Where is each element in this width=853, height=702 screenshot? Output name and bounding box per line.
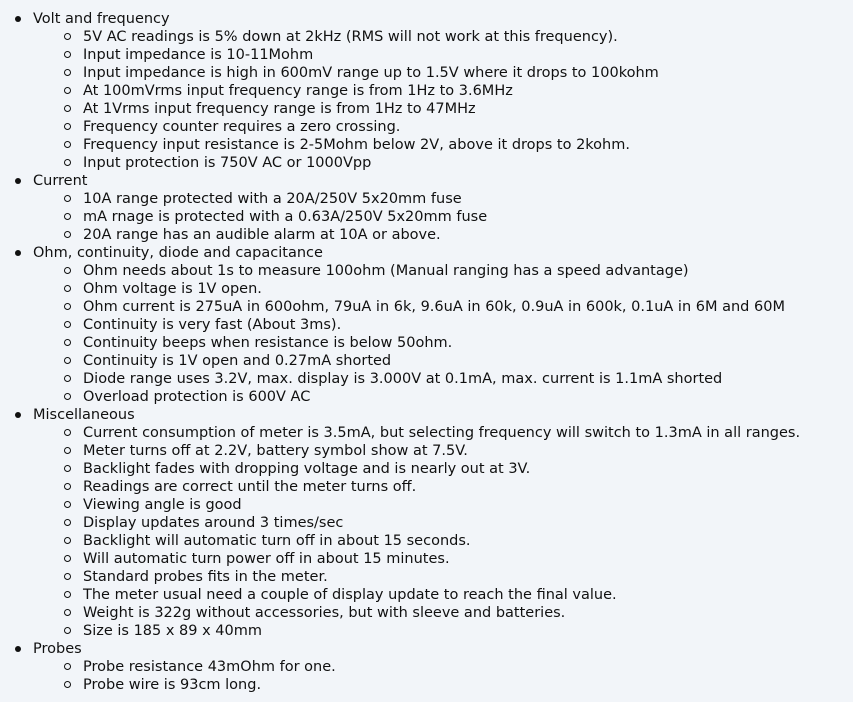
circle-bullet-icon [64,339,71,346]
section-heading [0,172,853,190]
section-title: Current [33,173,88,189]
circle-bullet-icon [64,537,71,544]
list-item-text: Size is 185 x 89 x 40mm [83,623,262,639]
circle-bullet-icon [64,69,71,76]
circle-bullet-icon [64,123,71,130]
section-ohm-continuity-diode-capacitance [0,244,853,406]
section-title: Miscellaneous [33,407,135,423]
list-item [0,460,853,478]
disc-bullet-icon [15,412,21,418]
section-current [0,172,853,244]
list-item [0,136,853,154]
circle-bullet-icon [64,195,71,202]
list-item-text: Overload protection is 600V AC [83,389,311,405]
list-item [0,298,853,316]
list-item-text: mA rnage is protected with a 0.63A/250V 5x20mm fuse [83,209,488,225]
list-item-text: Continuity is very fast (About 3ms). [83,317,342,333]
section-heading [0,406,853,424]
list-item [0,352,853,370]
disc-bullet-icon [15,250,21,256]
list-item [0,532,853,550]
section-heading [0,244,853,262]
circle-bullet-icon [64,105,71,112]
list-item [0,370,853,388]
list-item [0,316,853,334]
list-item [0,586,853,604]
list-item [0,658,853,676]
list-item-text: At 100mVrms input frequency range is from 1Hz to 3.6MHz [83,83,513,99]
list-item [0,676,853,694]
circle-bullet-icon [64,483,71,490]
circle-bullet-icon [64,501,71,508]
list-item-text: Continuity is 1V open and 0.27mA shorted [83,353,392,369]
circle-bullet-icon [64,627,71,634]
circle-bullet-icon [64,303,71,310]
section-title: Volt and frequency [33,11,170,27]
section-title: Ohm, continuity, diode and capacitance [33,245,323,261]
list-item-text: Continuity beeps when resistance is below 50ohm. [83,335,453,351]
circle-bullet-icon [64,609,71,616]
list-item-text: Display updates around 3 times/sec [83,515,344,531]
circle-bullet-icon [64,231,71,238]
list-item-text: Backlight will automatic turn off in about 15 seconds. [83,533,471,549]
circle-bullet-icon [64,555,71,562]
list-item-text: Diode range uses 3.2V, max. display is 3.000V at 0.1mA, max. current is 1.1mA shorted [83,371,723,387]
list-item-text: Viewing angle is good [83,497,242,513]
circle-bullet-icon [64,573,71,580]
disc-bullet-icon [15,16,21,22]
circle-bullet-icon [64,393,71,400]
list-item-text: Meter turns off at 2.2V, battery symbol show at 7.5V. [83,443,468,459]
list-item [0,208,853,226]
disc-bullet-icon [15,178,21,184]
list-item-text: The meter usual need a couple of display update to reach the final value. [83,587,617,603]
circle-bullet-icon [64,51,71,58]
list-item-text: Input protection is 750V AC or 1000Vpp [83,155,372,171]
list-item [0,550,853,568]
list-item [0,262,853,280]
list-item [0,28,853,46]
list-item-text: Standard probes fits in the meter. [83,569,328,585]
list-item-text: Input impedance is 10-11Mohm [83,47,314,63]
section-miscellaneous [0,406,853,640]
list-item [0,118,853,136]
circle-bullet-icon [64,213,71,220]
list-item [0,82,853,100]
list-item-text: Input impedance is high in 600mV range up to 1.5V where it drops to 100kohm [83,65,659,81]
list-item-text: Ohm voltage is 1V open. [83,281,262,297]
list-item-text: 20A range has an audible alarm at 10A or above. [83,227,441,243]
disc-bullet-icon [15,646,21,652]
list-item-text: At 1Vrms input frequency range is from 1Hz to 47MHz [83,101,476,117]
circle-bullet-icon [64,267,71,274]
circle-bullet-icon [64,663,71,670]
list-item [0,442,853,460]
section-title: Probes [33,641,82,657]
list-item [0,226,853,244]
section-heading [0,640,853,658]
list-item-text: Probe wire is 93cm long. [83,677,262,693]
circle-bullet-icon [64,87,71,94]
circle-bullet-icon [64,321,71,328]
section-volt-and-frequency [0,10,853,172]
circle-bullet-icon [64,159,71,166]
list-item-text: Probe resistance 43mOhm for one. [83,659,336,675]
list-item [0,478,853,496]
circle-bullet-icon [64,33,71,40]
section-heading [0,10,853,28]
list-item [0,154,853,172]
circle-bullet-icon [64,519,71,526]
list-item-text: Weight is 322g without accessories, but with sleeve and batteries. [83,605,566,621]
list-item [0,46,853,64]
list-item-text: 5V AC readings is 5% down at 2kHz (RMS will not work at this frequency). [83,29,618,45]
circle-bullet-icon [64,285,71,292]
list-item [0,388,853,406]
list-item-text: Current consumption of meter is 3.5mA, but selecting frequency will switch to 1.3mA in all ranges. [83,425,801,441]
circle-bullet-icon [64,591,71,598]
list-item-text: Ohm needs about 1s to measure 100ohm (Manual ranging has a speed advantage) [83,263,689,279]
circle-bullet-icon [64,141,71,148]
list-item-text: Frequency counter requires a zero crossing. [83,119,401,135]
list-item [0,604,853,622]
list-item [0,100,853,118]
list-item [0,334,853,352]
list-item [0,496,853,514]
list-item-text: Backlight fades with dropping voltage and is nearly out at 3V. [83,461,531,477]
circle-bullet-icon [64,447,71,454]
circle-bullet-icon [64,375,71,382]
list-item [0,622,853,640]
list-item [0,64,853,82]
section-probes [0,640,853,694]
list-item-text: Will automatic turn power off in about 15 minutes. [83,551,450,567]
circle-bullet-icon [64,357,71,364]
list-item-text: Frequency input resistance is 2-5Mohm below 2V, above it drops to 2kohm. [83,137,630,153]
circle-bullet-icon [64,429,71,436]
list-item-text: Ohm current is 275uA in 600ohm, 79uA in 6k, 9.6uA in 60k, 0.9uA in 600k, 0.1uA in 6M and 60M [83,299,785,315]
list-item [0,280,853,298]
list-item [0,190,853,208]
list-item-text: Readings are correct until the meter turns off. [83,479,417,495]
list-item-text: 10A range protected with a 20A/250V 5x20mm fuse [83,191,462,207]
circle-bullet-icon [64,681,71,688]
list-item [0,424,853,442]
list-item [0,514,853,532]
circle-bullet-icon [64,465,71,472]
list-item [0,568,853,586]
